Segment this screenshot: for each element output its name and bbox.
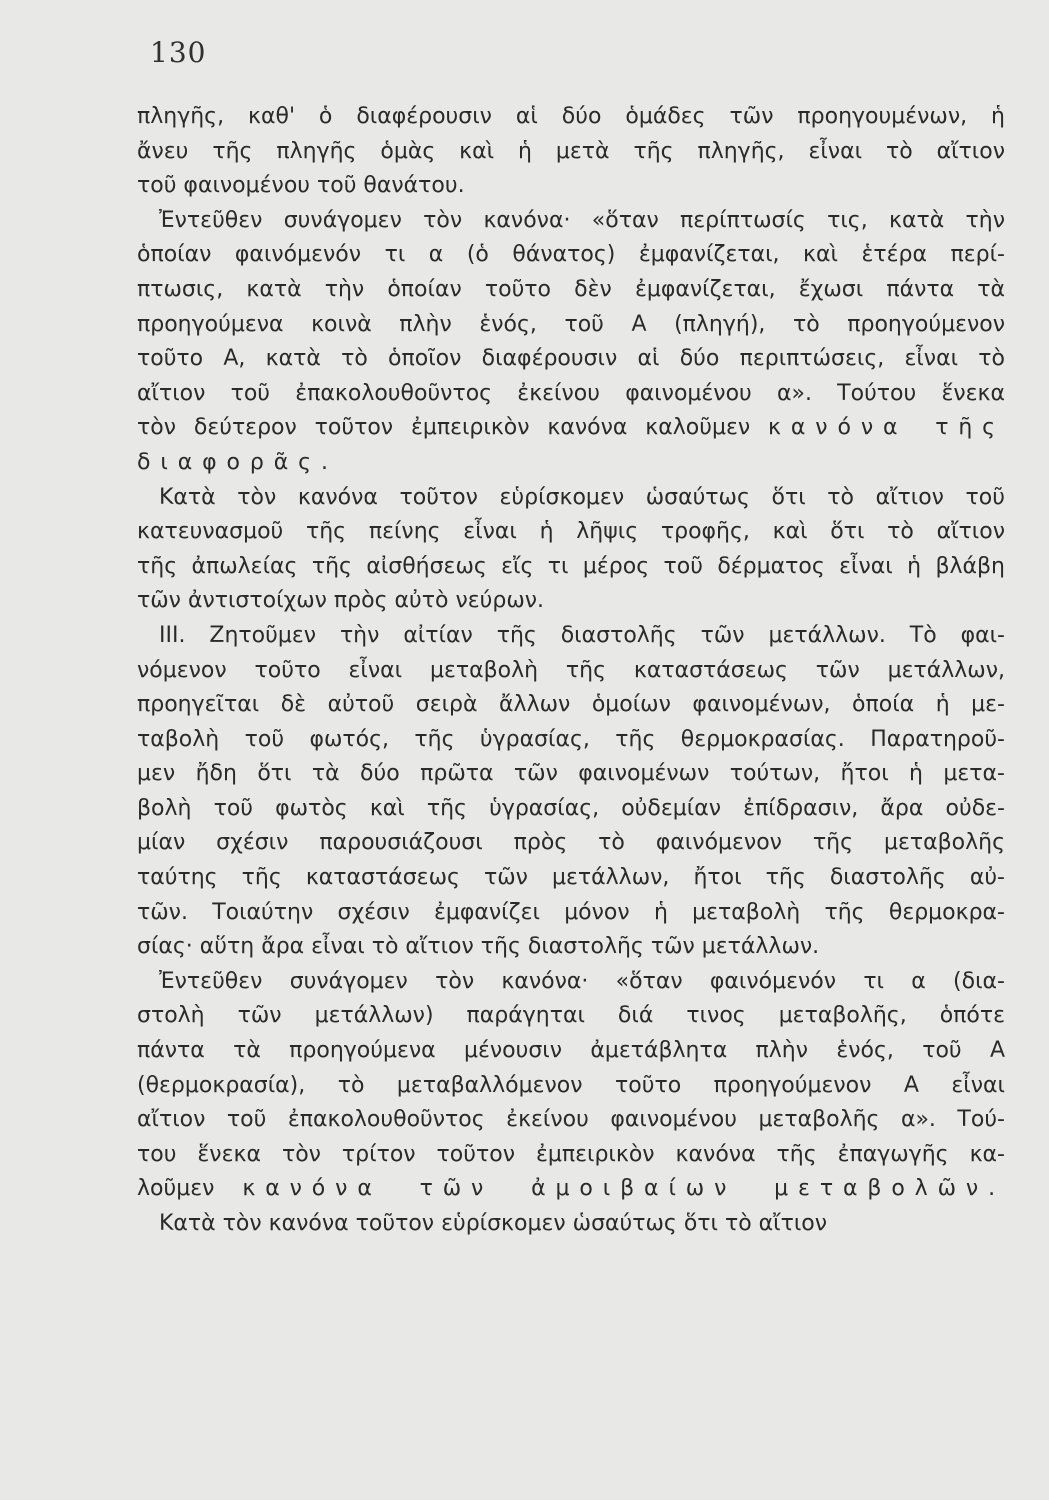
text-segment: λοῦμεν xyxy=(137,1176,215,1202)
text-line: πληγῆς, καθ' ὁ διαφέρουσιν αἱ δύο ὁμάδες τῶν προηγουμένων, ἡ xyxy=(137,104,1005,129)
spaced-term: κανόνα τῆς xyxy=(768,415,1005,441)
text-line: III. Ζητοῦμεν τὴν αἰτίαν τῆς διαστολῆς τῶν μετάλλων. Τὸ φαι- xyxy=(159,622,1005,648)
text-segment: τὸν δεύτερον τοῦτον ἐμπειρικὸν κανόνα καλοῦμεν xyxy=(137,415,751,441)
text-line: τῶν. Τοιαύτην σχέσιν ἐμφανίζει μόνον ἡ μεταβολὴ τῆς θερμοκρα- xyxy=(137,899,1005,925)
text-line: προηγεῖται δὲ αὐτοῦ σειρὰ ἄλλων ὁμοίων φαινομένων, ὁποία ἡ με- xyxy=(137,692,1005,718)
text-line: πτωσις, κατὰ τὴν ὁποίαν τοῦτο δὲν ἐμφανίζεται, ἔχωσι πάντα τὰ xyxy=(137,276,1005,302)
text-line: Κατὰ τὸν κανόνα τοῦτον εὑρίσκομεν ὡσαύτως ὅτι τὸ αἴτιον xyxy=(159,1211,828,1236)
text-line: βολὴ τοῦ φωτὸς καὶ τῆς ὑγρασίας, οὐδεμίαν ἐπίδρασιν, ἄρα οὐδε- xyxy=(137,795,1005,821)
body-text xyxy=(137,100,1005,1242)
text-line: του ἕνεκα τὸν τρίτον τοῦτον ἐμπειρικὸν κανόνα τῆς ἐπαγωγῆς κα- xyxy=(137,1141,1005,1167)
text-line: τοῦτο Α, κατὰ τὸ ὁποῖον διαφέρουσιν αἱ δύο περιπτώσεις, εἶναι τὸ xyxy=(137,346,1005,372)
text-line: μεν ἤδη ὅτι τὰ δύο πρῶτα τῶν φαινομένων τούτων, ἤτοι ἡ μετα- xyxy=(137,761,1005,787)
text-line: ἄνευ τῆς πληγῆς ὁμὰς καὶ ἡ μετὰ τῆς πληγῆς, εἶναι τὸ αἴτιον xyxy=(137,138,1005,164)
text-line: (θερμοκρασία), τὸ μεταβαλλόμενον τοῦτο προηγούμενον Α εἶναι xyxy=(137,1072,1005,1098)
page-number: 130 xyxy=(150,36,207,69)
text-line: αἴτιον τοῦ ἐπακολουθοῦντος ἐκείνου φαινομένου μεταβολῆς α». Τού- xyxy=(137,1107,1005,1133)
text-line-with-term xyxy=(137,1172,1005,1207)
text-line: ὁποίαν φαινόμενόν τι α (ὁ θάνατος) ἐμφανίζεται, καὶ ἑτέρα περί- xyxy=(137,242,1005,268)
spaced-term: κανόνα τῶν ἀμοιβαίων μεταβολῶν. xyxy=(242,1176,1005,1202)
text-line-with-term xyxy=(137,411,1005,446)
text-line: Ἐντεῦθεν συνάγομεν τὸν κανόνα· «ὅταν φαινόμενόν τι α (δια- xyxy=(159,968,1005,994)
text-line: Ἐντεῦθεν συνάγομεν τὸν κανόνα· «ὅταν περίπτωσίς τις, κατὰ τὴν xyxy=(159,207,1005,233)
text-line: μίαν σχέσιν παρουσιάζουσι πρὸς τὸ φαινόμενον τῆς μεταβολῆς xyxy=(137,830,1005,856)
text-line: στολὴ τῶν μετάλλων) παράγηται διά τινος μεταβολῆς, ὁπότε xyxy=(137,1003,1005,1029)
text-line: αἴτιον τοῦ ἐπακολουθοῦντος ἐκείνου φαινομένου α». Τούτου ἕνεκα xyxy=(137,380,1005,406)
text-line: προηγούμενα κοινὰ πλὴν ἑνός, τοῦ Α (πληγή), τὸ προηγούμενον xyxy=(137,311,1005,337)
text-line: τοῦ φαινομένου τοῦ θανάτου. xyxy=(137,173,465,199)
text-line: πάντα τὰ προηγούμενα μένουσιν ἀμετάβλητα πλὴν ἑνός, τοῦ Α xyxy=(137,1038,1005,1064)
text-line: τῆς ἀπωλείας τῆς αἰσθήσεως εἴς τι μέρος τοῦ δέρματος εἶναι ἡ βλάβη xyxy=(137,553,1005,579)
text-line: ταβολὴ τοῦ φωτός, τῆς ὑγρασίας, τῆς θερμοκρασίας. Παρατηροῦ- xyxy=(137,726,1005,752)
text-line: σίας· αὕτη ἄρα εἶναι τὸ αἴτιον τῆς διαστολῆς τῶν μετάλλων. xyxy=(137,934,820,960)
spaced-term: διαφορᾶς. xyxy=(137,449,338,475)
text-line: νόμενον τοῦτο εἶναι μεταβολὴ τῆς καταστάσεως τῶν μετάλλων, xyxy=(137,657,1005,683)
text-line: ταύτης τῆς καταστάσεως τῶν μετάλλων, ἤτοι τῆς διαστολῆς αὐ- xyxy=(137,865,1005,891)
text-line: τῶν ἀντιστοίχων πρὸς αὐτὸ νεύρων. xyxy=(137,588,545,614)
text-line: κατευνασμοῦ τῆς πείνης εἶναι ἡ λῆψις τροφῆς, καὶ ὅτι τὸ αἴτιον xyxy=(137,519,1005,545)
text-line: Κατὰ τὸν κανόνα τοῦτον εὑρίσκομεν ὡσαύτως ὅτι τὸ αἴτιον τοῦ xyxy=(159,484,1005,510)
